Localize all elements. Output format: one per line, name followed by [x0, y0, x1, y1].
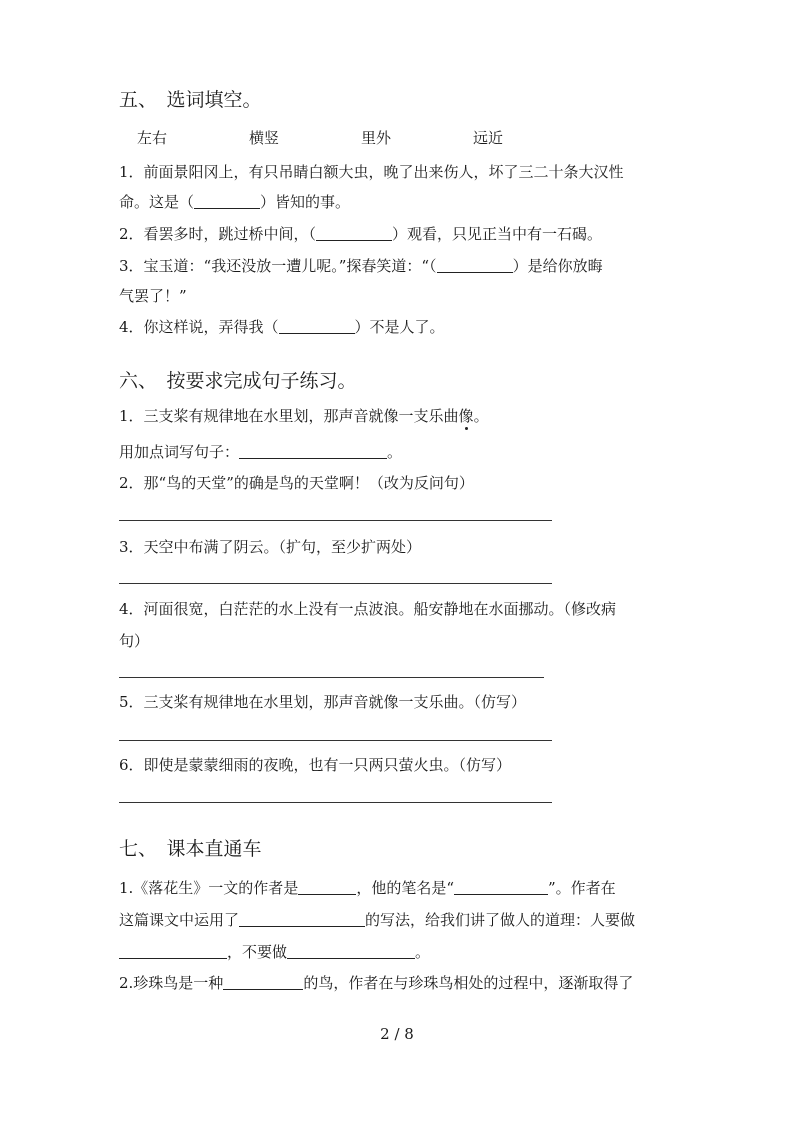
s6-question-1-task: 用加点词写句子： 。 — [119, 443, 403, 461]
s6-question-4: 4．河面很宽，白茫茫的水上没有一点波浪。船安静地在水面挪动。（修改病 — [119, 600, 617, 618]
word-option: 横竖 — [249, 129, 280, 147]
fill-blank[interactable] — [223, 975, 303, 990]
s6-question-5: 5．三支桨有规律地在水里划，那声音就像一支乐曲。（仿写） — [119, 693, 527, 711]
answer-line[interactable] — [119, 740, 552, 741]
s5-question-3: 3．宝玉道：“我还没放一遭儿呢。”探春笑道：“（ ）是给你放晦 — [119, 257, 603, 275]
s5-question-1-cont: 命。这是（ ）皆知的事。 — [119, 193, 351, 211]
s5-question-4: 4．你这样说，弄得我（ ）不是人了。 — [119, 318, 445, 336]
page-number: 2 / 8 — [380, 1025, 414, 1043]
fill-blank[interactable] — [239, 912, 365, 927]
fill-blank[interactable] — [454, 880, 548, 895]
section-6-title: 六、 按要求完成句子练习。 — [119, 370, 357, 392]
answer-blank[interactable] — [239, 444, 387, 459]
word-bank — [119, 128, 539, 148]
fill-blank[interactable] — [298, 880, 356, 895]
answer-line[interactable] — [119, 583, 552, 584]
s6-question-2: 2．那“鸟的天堂”的确是鸟的天堂啊！（改为反问句） — [119, 474, 474, 492]
word-option: 远近 — [473, 129, 504, 147]
s6-question-6: 6．即使是蒙蒙细雨的夜晚，也有一只两只萤火虫。（仿写） — [119, 756, 512, 774]
s6-question-1: 1．三支桨有规律地在水里划，那声音就像一支乐曲像。 — [119, 407, 489, 425]
section-7-title: 七、 课本直通车 — [119, 838, 262, 860]
word-option: 里外 — [361, 129, 392, 147]
fill-blank[interactable] — [194, 194, 260, 209]
answer-line[interactable] — [119, 802, 552, 803]
s6-question-3: 3．天空中布满了阴云。（扩句，至少扩两处） — [119, 538, 422, 556]
answer-line[interactable] — [119, 677, 544, 678]
s5-question-3-cont: 气罢了！” — [119, 287, 187, 305]
section-5-title: 五、 选词填空。 — [119, 89, 262, 111]
word-option: 左右 — [137, 129, 168, 147]
s7-question-1: 1.《落花生》一文的作者是 ，他的笔名是“ ”。作者在 — [119, 879, 616, 897]
s6-question-4-cont: 句） — [119, 632, 150, 650]
s7-question-2: 2.珍珠鸟是一种 的鸟，作者在与珍珠鸟相处的过程中，逐渐取得了 — [119, 974, 634, 992]
s7-question-1-cont: 这篇课文中运用了 的写法，给我们讲了做人的道理：人要做 — [119, 911, 636, 929]
fill-blank[interactable] — [437, 258, 513, 273]
s7-question-1-cont2: ，不要做 。 — [119, 942, 430, 962]
fill-blank[interactable] — [287, 944, 415, 959]
answer-line[interactable] — [119, 520, 552, 521]
s5-question-1: 1．前面景阳冈上，有只吊睛白额大虫，晚了出来伤人，坏了三二十条大汉性 — [119, 163, 624, 181]
dotted-word: 像 — [458, 407, 474, 425]
fill-blank[interactable] — [279, 319, 355, 334]
s5-question-2: 2．看罢多时，跳过桥中间，（ ）观看，只见正当中有一石碣。 — [119, 225, 603, 243]
fill-blank[interactable] — [316, 226, 392, 241]
fill-blank[interactable] — [119, 944, 227, 959]
